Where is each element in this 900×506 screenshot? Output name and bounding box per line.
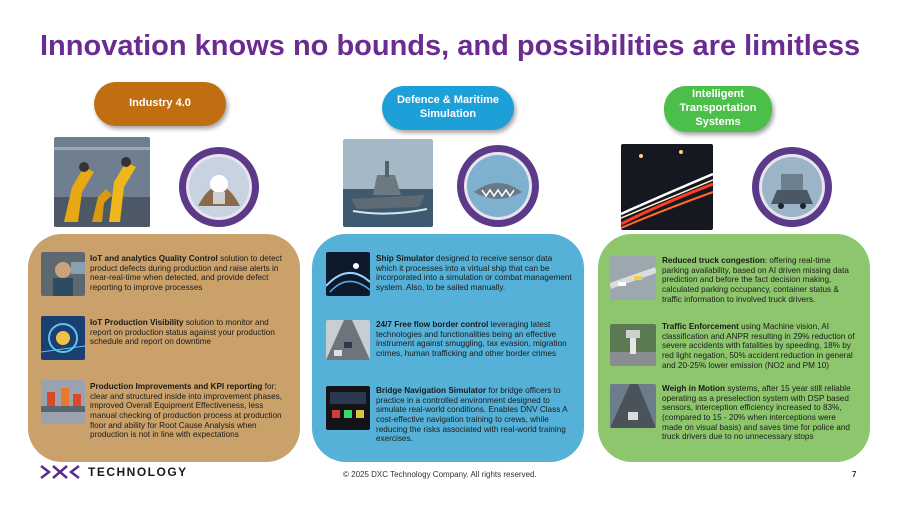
- industry-panel: [28, 234, 300, 462]
- truck-congestion-item: Reduced truck congestion: offering real-time parking availability, based on AI driven missing data prediction and before the fact decision making, calculated parking occupancy, container status & traffic information to involved truck drivers.: [662, 256, 849, 304]
- weigh-in-motion-item: Weigh in Motion systems, after 15 year still reliable operating as a preselection system with DSP based sensors, interception efficiency increased to 83%, (compared to 15 - 20% when interceptions were made on visual basis) and saves time for police and truck drivers due to no unnecessary stops: [662, 384, 851, 442]
- traffic-enforcement-thumb: [610, 324, 656, 366]
- transportation-panel: [598, 234, 870, 462]
- ship-simulator-thumb: [326, 252, 370, 296]
- robot-factory-photo: [54, 137, 150, 227]
- transportation-seal-emblem: [751, 146, 833, 228]
- quality-control-item: IoT and analytics Quality Control solution to detect product defects during production and raise alerts in near-real-time when detected, and provide defect reporting to improve processes: [90, 254, 283, 293]
- traffic-enforcement-item: Traffic Enforcement using Machine vision, AI classification and ANPR resulting in 29% reduction of severe accidents with fatalities by speeding, 18% by red light negation, 50% accident reduction in general and 20-25% lower emission (NO2 and PM 10): [662, 322, 855, 370]
- production-visibility-thumb: [41, 316, 85, 360]
- defence-seal-emblem: [456, 144, 540, 228]
- industry-4-0-label: Industry 4.0: [94, 82, 226, 126]
- highway-night-photo: [621, 144, 713, 230]
- page-title: Innovation knows no bounds, and possibilities are limitless: [40, 30, 861, 62]
- copyright-text: © 2025 DXC Technology Company. All rights reserved.: [343, 470, 537, 479]
- dxc-logo: [40, 465, 188, 479]
- kpi-reporting-thumb: [41, 380, 85, 424]
- industry-seal-emblem: [178, 146, 260, 228]
- border-control-thumb: [326, 320, 370, 360]
- bridge-navigation-item: Bridge Navigation Simulator for bridge officers to practice in a controlled environment designed to simulate real-world conditions. Enables DNV Class A cost-effective navigation training to crews, while reducing the risks associated with real-world training exercises.: [376, 386, 568, 444]
- kpi-reporting-item: Production Improvements and KPI reporting for: clear and structured inside into improvement phases, improved Overall Equipment Effectiveness, less manual checking of production process at production floor and ability for Root Cause Analysis when production is not in line with expectations: [90, 382, 283, 440]
- dxc-logo-mark-icon: [40, 465, 80, 479]
- ship-simulator-item: Ship Simulator designed to receive sensor data which it processes into a virtual ship that can be incorporated into a simulation or combat management system. Also, to be sailed manually.: [376, 254, 572, 293]
- intelligent-transportation-label: Intelligent Transportation Systems: [664, 86, 772, 132]
- page-number: 7: [852, 470, 857, 479]
- border-control-item: 24/7 Free flow border control leveraging latest technologies and functionalities being an effective instrument against smuggling, tax evasion, migration crimes, human trafficking and other border crimes: [376, 320, 567, 359]
- production-visibility-item: IoT Production Visibility solution to monitor and report on production status against your production schedule and report on downtime: [90, 318, 275, 347]
- bridge-navigation-thumb: [326, 386, 370, 430]
- weigh-in-motion-thumb: [610, 384, 656, 428]
- defence-maritime-label: Defence & Maritime Simulation: [382, 86, 514, 130]
- truck-congestion-thumb: [610, 256, 656, 300]
- defence-panel: [312, 234, 584, 462]
- navy-ship-photo: [343, 139, 433, 227]
- quality-control-thumb: [41, 252, 85, 296]
- logo-wordmark: TECHNOLOGY: [88, 465, 188, 479]
